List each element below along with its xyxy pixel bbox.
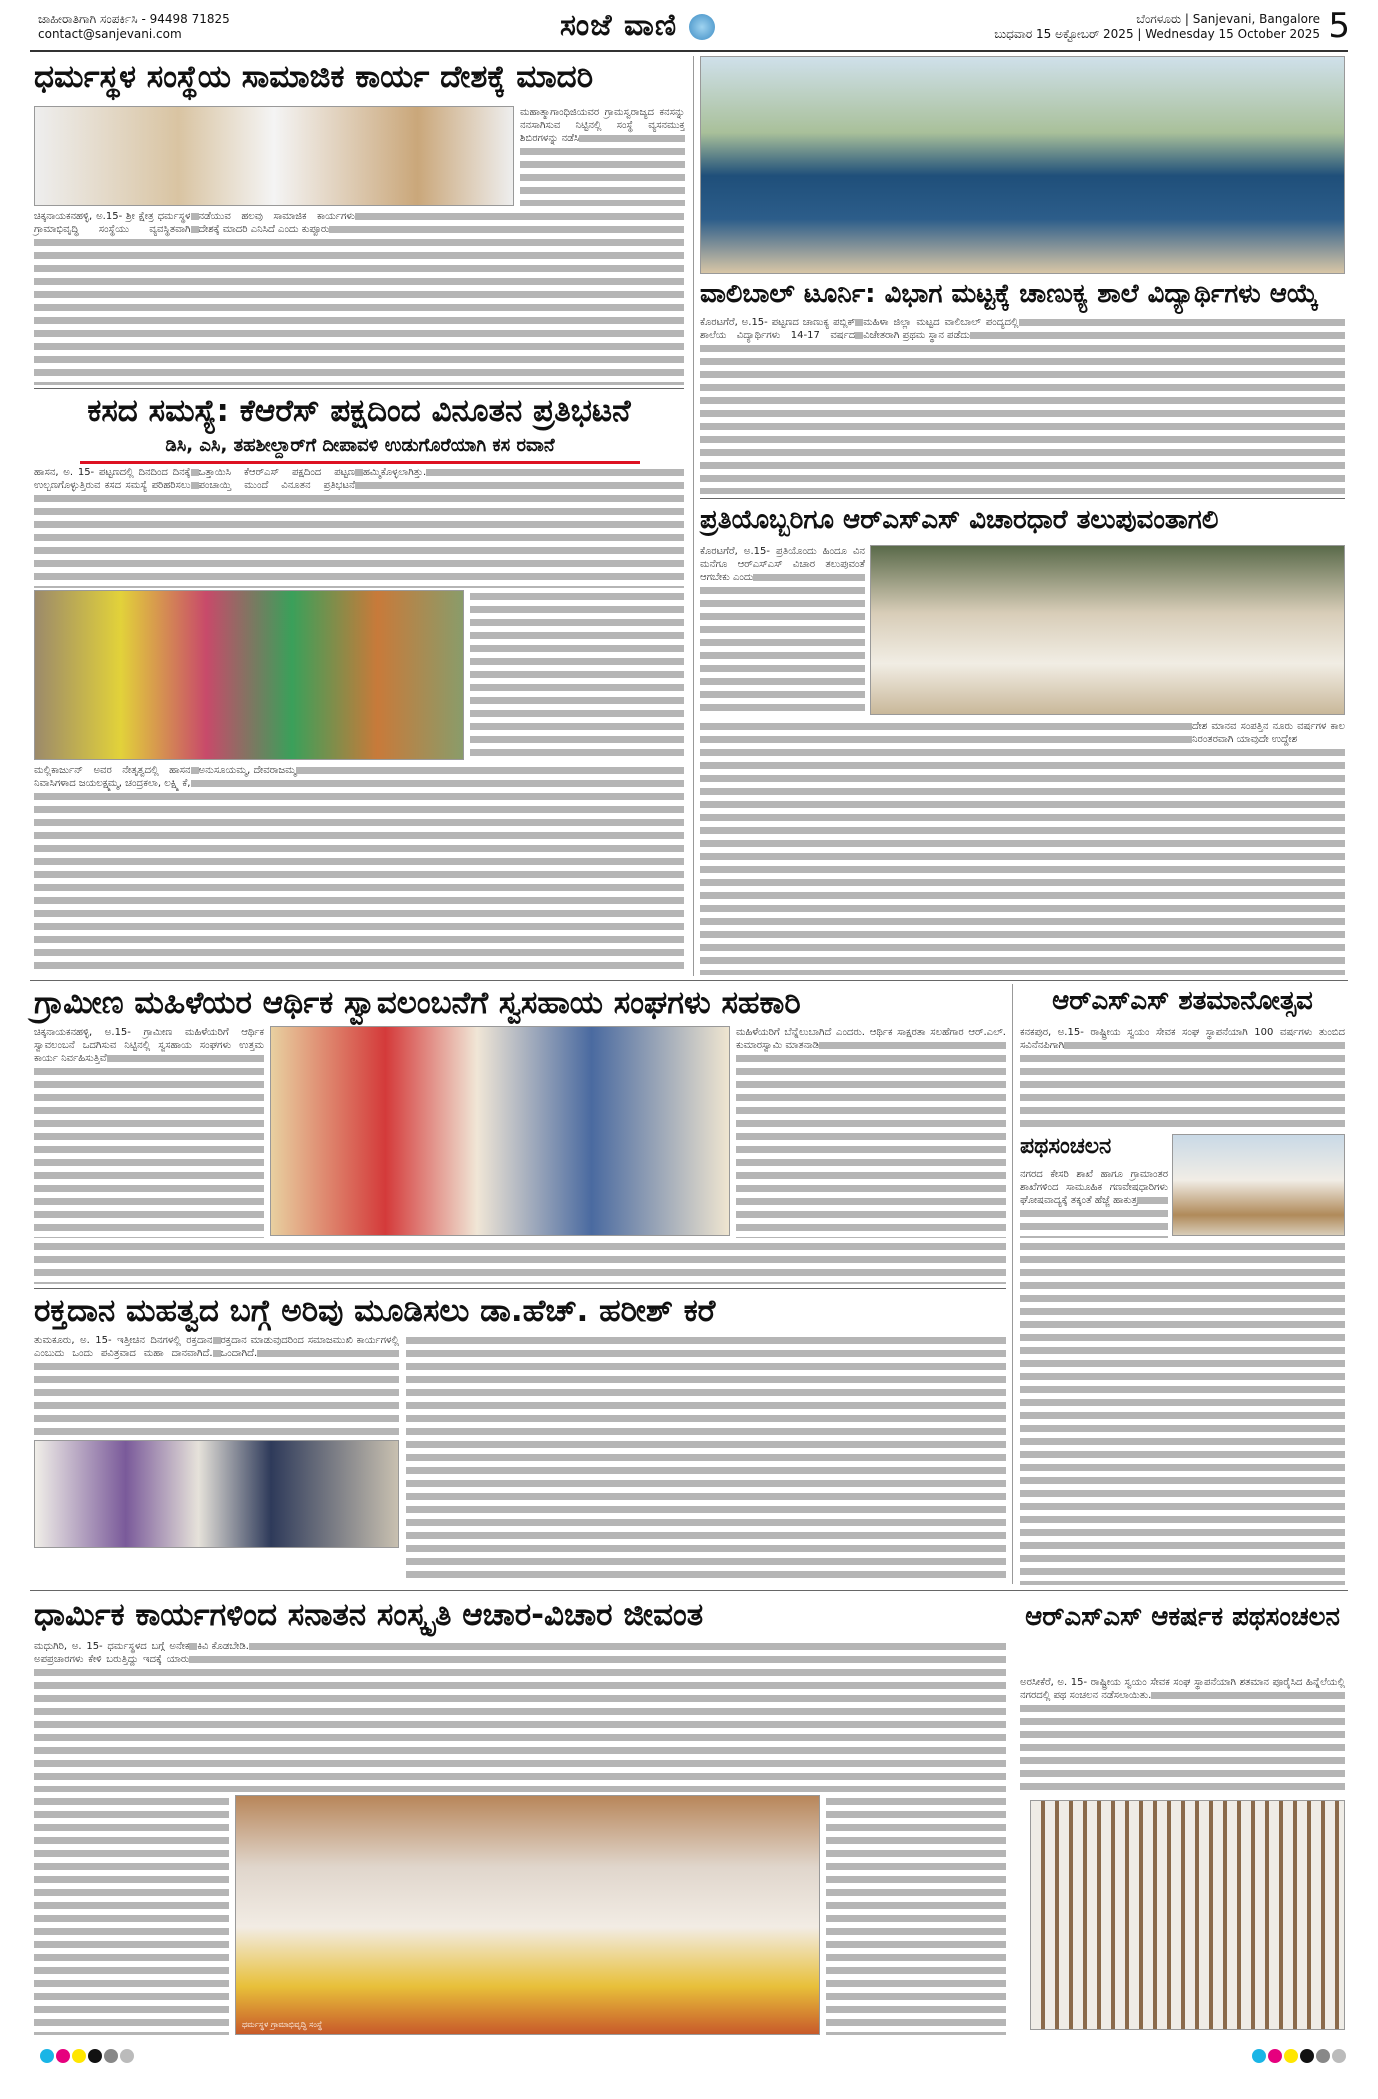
cyan-dot xyxy=(40,2049,54,2063)
article-body: ಕೊರಟಗೆರೆ, ಅ.15- ಪಟ್ಟಣದ ಚಾಣುಕ್ಯ ಪಬ್ಲಿಕ್ ಶಾಲೆಯ ವಿದ್ಯಾರ್ಥಿಗಳು 14-17 ವರ್ಷದ ಮಹಿಳಾ ಜಿಲ್ಲಾ ಮಟ್ಟದ ವಾಲಿಬಾಲ್ ಪಂದ್ಯದಲ್ಲಿ ವಿಜೇತರಾಗಿ ಪ್ರಥಮ ಸ್ಥಾನ ಪಡೆದು xyxy=(700,316,1345,494)
headline-blood-donation: ರಕ್ತದಾನ ಮಹತ್ವದ ಬಗ್ಗೆ ಅರಿವು ಮೂಡಿಸಲು ಡಾ.ಹೆಚ್. ಹರೀಶ್ ಕರೆ xyxy=(34,1293,716,1329)
article-body xyxy=(34,1240,1006,1284)
registration-marks-left xyxy=(40,2048,136,2064)
masthead-dateline xyxy=(994,12,1320,42)
subheadline-garbage: ಡಿಸಿ, ಎಸಿ, ತಹಶೀಲ್ದಾರ್‌ಗೆ ದೀಪಾವಳಿ ಉಡುಗೊರೆಯಾಗಿ ಕಸ ರವಾನೆ xyxy=(80,434,640,464)
religious-event-photo xyxy=(235,1795,820,2035)
volleyball-team-photo xyxy=(700,56,1345,274)
newspaper-logo xyxy=(560,8,715,43)
date-line: ಬುಧವಾರ 15 ಅಕ್ಟೋಬರ್ 2025 | Wednesday 15 October 2025 xyxy=(994,27,1320,41)
lightgray-dot xyxy=(1332,2049,1346,2063)
globe-icon xyxy=(689,14,715,40)
lightgray-dot xyxy=(120,2049,134,2063)
blood-donation-photo xyxy=(34,1440,399,1548)
article-body: ಮಧುಗಿರಿ, ಅ. 15- ಧರ್ಮಸ್ಥಳದ ಬಗ್ಗೆ ಅನೇಕ ಅಪಪ್ರಚಾರಗಳು ಕೇಳಿ ಬರುತ್ತಿದ್ದು ಇದಕ್ಕೆ ಯಾರು ಕಿವಿ ಕೊಡಬೇಡಿ. xyxy=(34,1640,1006,1792)
article-body: ತುಮಕೂರು, ಅ. 15- ಇತ್ತೀಚಿನ ದಿನಗಳಲ್ಲಿ ರಕ್ತದಾನ ಎಂಬುದು ಒಂದು ಪವಿತ್ರವಾದ ಮಹಾ ದಾನವಾಗಿದೆ. ರಕ್ತದಾನ ಮಾಡುವುದರಿಂದ ಸಮಾಜಮುಖಿ ಕಾರ್ಯಗಳಲ್ಲಿ ಒಂದಾಗಿದೆ. xyxy=(34,1334,399,1438)
photo-caption: ಧರ್ಮಸ್ಥಳ ಗ್ರಾಮಾಭಿವೃದ್ಧಿ ಸಂಸ್ಥೆ xyxy=(242,2020,323,2029)
headline-rss-centenary: ಆರ್‌ಎಸ್‌ಎಸ್ ಶತಮಾನೋತ್ಸವ xyxy=(1052,986,1313,1016)
rss-gathering-photo xyxy=(870,545,1345,715)
article-body: ಚಿಕ್ಕನಾಯಕನಹಳ್ಳಿ, ಅ.15- ಶ್ರೀ ಕ್ಷೇತ್ರ ಧರ್ಮಸ್ಥಳ ಗ್ರಾಮಾಭಿವೃದ್ಧಿ ಸಂಸ್ಥೆಯು ವ್ಯವಸ್ಥಿತವಾಗಿ ನಡೆಯುವ ಹಲವು ಸಾಮಾಜಿಕ ಕಾರ್ಯಗಳು ದೇಶಕ್ಕೆ ಮಾದರಿ ಎನಿಸಿದೆ ಎಂದು ಕುಪ್ಪೂರು xyxy=(34,210,684,385)
article-body: ನಗರದ ಕೇಸರಿ ಶಾಖೆ ಹಾಗೂ ಗ್ರಾಮಾಂತರ ಶಾಖೆಗಳಿಂದ ಸಾಮೂಹಿಕ ಗಣವೇಷಧಾರಿಗಳು ಘೋಷವಾದ್ಯಕ್ಕೆ ತಕ್ಕಂತೆ ಹೆಜ್ಜೆ ಹಾಕುತ್ತ xyxy=(1020,1168,1168,1238)
cyan-dot xyxy=(1252,2049,1266,2063)
column-divider xyxy=(1012,984,1013,1584)
divider xyxy=(34,388,684,389)
headline-rss-ideology: ಪ್ರತಿಯೊಬ್ಬರಿಗೂ ಆರ್‌ಎಸ್‌ಎಸ್ ವಿಚಾರಧಾರೆ ತಲುಪುವಂತಾಗಲಿ xyxy=(700,505,1219,535)
subhead-pathasanchalana: ಪಥಸಂಚಲನ xyxy=(1020,1134,1112,1159)
meeting-photo xyxy=(34,106,514,206)
divider xyxy=(30,980,1348,981)
column-divider xyxy=(693,56,694,976)
registration-marks-right xyxy=(1252,2048,1348,2064)
logo-text: ಸಂಜೆ ವಾಣಿ xyxy=(560,8,678,43)
protest-photo xyxy=(34,590,464,760)
magenta-dot xyxy=(1268,2049,1282,2063)
article-body xyxy=(406,1334,1006,1584)
march-photo xyxy=(1172,1134,1345,1236)
page-number: 5 xyxy=(1328,6,1350,46)
black-dot xyxy=(88,2049,102,2063)
article-body: ಕನಕಪುರ, ಅ.15- ರಾಷ್ಟ್ರೀಯ ಸ್ವಯಂ ಸೇವಕ ಸಂಘ ಸ್ಥಾಪನೆಯಾಗಿ 100 ವರ್ಷಗಳು ತುಂಬಿದ ಸವಿನೆನಪಿಗಾಗಿ xyxy=(1020,1026,1345,1130)
article-body: ಮಲ್ಲಿಕಾರ್ಜುನ್ ಅವರ ನೇತೃತ್ವದಲ್ಲಿ ಹಾಸನ ನಿವಾಸಿಗಳಾದ ಜಯಲಕ್ಷ್ಮಮ್ಮ, ಚಂದ್ರಕಲಾ, ಲಕ್ಷ್ಮಿ ಕೆ, ಅನುಸೂಯಮ್ಮ, ದೇವರಾಜಮ್ಮ xyxy=(34,764,684,974)
article-body xyxy=(470,590,684,760)
article-body: ಮಹಿಳೆಯರಿಗೆ ಬೆನ್ನೆಲುಬಾಗಿದೆ ಎಂದರು. ಆರ್ಥಿಕ ಸಾಕ್ಷರತಾ ಸಲಹೆಗಾರ ಆರ್.ಎಲ್. ಕುಮಾರಸ್ವಾಮಿ ಮಾತನಾಡಿ xyxy=(736,1026,1006,1238)
headline-garbage-protest: ಕಸದ ಸಮಸ್ಯೆ: ಕೆಆರೆಸ್ ಪಕ್ಷದಿಂದ ವಿನೂತನ ಪ್ರತಿಭಟನೆ xyxy=(87,393,631,429)
rss-march-photo xyxy=(1030,1800,1345,2030)
black-dot xyxy=(1300,2049,1314,2063)
article-body: ಹಾಸನ, ಅ. 15- ಪಟ್ಟಣದಲ್ಲಿ ದಿನದಿಂದ ದಿನಕ್ಕೆ ಉಲ್ಬಣಗೊಳ್ಳುತ್ತಿರುವ ಕಸದ ಸಮಸ್ಯೆ ಪರಿಹರಿಸಲು ಒತ್ತಾಯಿಸಿ ಕೆಆರ್‌ಎಸ್ ಪಕ್ಷದಿಂದ ಪಟ್ಟಣ ಪಂಚಾಯ್ತಿ ಮುಂದೆ ವಿನೂತನ ಪ್ರತಿಭಟನೆ ಹಮ್ಮಿಕೊಳ್ಳಲಾಗಿತ್ತು. xyxy=(34,466,684,588)
headline-rss-march: ಆರ್‌ಎಸ್‌ಎಸ್ ಆಕರ್ಷಕ ಪಥಸಂಚಲನ xyxy=(1025,1602,1340,1632)
article-body: ಚಿಕ್ಕನಾಯಕನಹಳ್ಳಿ, ಅ.15- ಗ್ರಾಮೀಣ ಮಹಿಳೆಯರಿಗೆ ಆರ್ಥಿಕ ಸ್ವಾವಲಂಬನೆ ಒದಗಿಸುವ ನಿಟ್ಟಿನಲ್ಲಿ ಸ್ವಸಹಾಯ ಸಂಘಗಳು ಉತ್ತಮ ಕಾರ್ಯ ನಿರ್ವಹಿಸುತ್ತಿವೆ xyxy=(34,1026,264,1238)
masthead-contact xyxy=(38,12,230,42)
divider xyxy=(30,1590,1348,1591)
divider xyxy=(34,1288,1006,1289)
article-body: ಕೊರಟಗೆರೆ, ಅ.15- ಪ್ರತಿಯೊಂದು ಹಿಂದೂ ವಿನ ಮನೆಗೂ ಆರ್‌ಎಸ್‌ಎಸ್ ವಿಚಾರ ತಲುಪುವಂತೆ ಆಗಬೇಕು ಎಂದು xyxy=(700,545,865,715)
city-line: ಬೆಂಗಳೂರು | Sanjevani, Bangalore xyxy=(1136,12,1320,26)
headline-volleyball: ವಾಲಿಬಾಲ್ ಟೂರ್ನಿ: ವಿಭಾಗ ಮಟ್ಟಕ್ಕೆ ಚಾಣುಕ್ಯ ಶಾಲೆ ವಿದ್ಯಾರ್ಥಿಗಳು ಆಯ್ಕೆ xyxy=(700,279,1319,309)
headline-sanatana-culture: ಧಾರ್ಮಿಕ ಕಾರ್ಯಗಳಿಂದ ಸನಾತನ ಸಂಸ್ಕೃತಿ ಆಚಾರ-ವಿಚಾರ ಜೀವಂತ xyxy=(34,1597,704,1633)
divider xyxy=(700,498,1345,499)
article-body: ಅರಸೀಕೆರೆ, ಅ. 15- ರಾಷ್ಟ್ರೀಯ ಸ್ವಯಂ ಸೇವಕ ಸಂಘ ಸ್ಥಾಪನೆಯಾಗಿ ಶತಮಾನ ಪೂರೈಸಿದ ಹಿನ್ನೆಲೆಯಲ್ಲಿ ನಗರದಲ್ಲಿ ಪಥ ಸಂಚಲನ ನಡೆಸಲಾಯಿತು. xyxy=(1020,1676,1345,1796)
ad-contact: ಜಾಹೀರಾತಿಗಾಗಿ ಸಂಪರ್ಕಿಸಿ - 94498 71825 xyxy=(38,12,230,26)
article-body xyxy=(1020,1240,1345,1585)
magenta-dot xyxy=(56,2049,70,2063)
email-link[interactable]: contact@sanjevani.com xyxy=(38,27,182,41)
shg-meeting-photo xyxy=(270,1026,730,1236)
article-body xyxy=(826,1795,1006,2035)
article-body xyxy=(34,1795,229,2035)
headline-dharmasthala: ಧರ್ಮಸ್ಥಳ ಸಂಸ್ಥೆಯ ಸಾಮಾಜಿಕ ಕಾರ್ಯ ದೇಶಕ್ಕೆ ಮಾದರಿ xyxy=(34,59,594,95)
yellow-dot xyxy=(72,2049,86,2063)
article-side-text: ಮಹಾತ್ಮಾಗಾಂಧಿಜಿಯವರ ಗ್ರಾಮಸ್ವರಾಜ್ಯದ ಕನಸನ್ನು ನನಸಾಗಿಸುವ ನಿಟ್ಟಿನಲ್ಲಿ ಸಂಸ್ಥೆ ವ್ಯಸನಮುಕ್ತ ಶಿಬಿರಗಳನ್ನು ನಡೆಸಿ xyxy=(520,106,685,206)
gray-dot xyxy=(1316,2049,1330,2063)
gray-dot xyxy=(104,2049,118,2063)
headline-self-help-groups: ಗ್ರಾಮೀಣ ಮಹಿಳೆಯರ ಆರ್ಥಿಕ ಸ್ವಾವಲಂಬನೆಗೆ ಸ್ವಸಹಾಯ ಸಂಘಗಳು ಸಹಕಾರಿ xyxy=(34,985,801,1021)
yellow-dot xyxy=(1284,2049,1298,2063)
masthead-rule xyxy=(30,50,1348,52)
article-body: ದೇಶ ಮಾನವ ಸಂಪತ್ತಿನ ನೂರು ವರ್ಷಗಳ ಕಾಲ ನಿರಂತರವಾಗಿ ಯಾವುದೇ ಉದ್ದೇಶ xyxy=(700,720,1345,975)
